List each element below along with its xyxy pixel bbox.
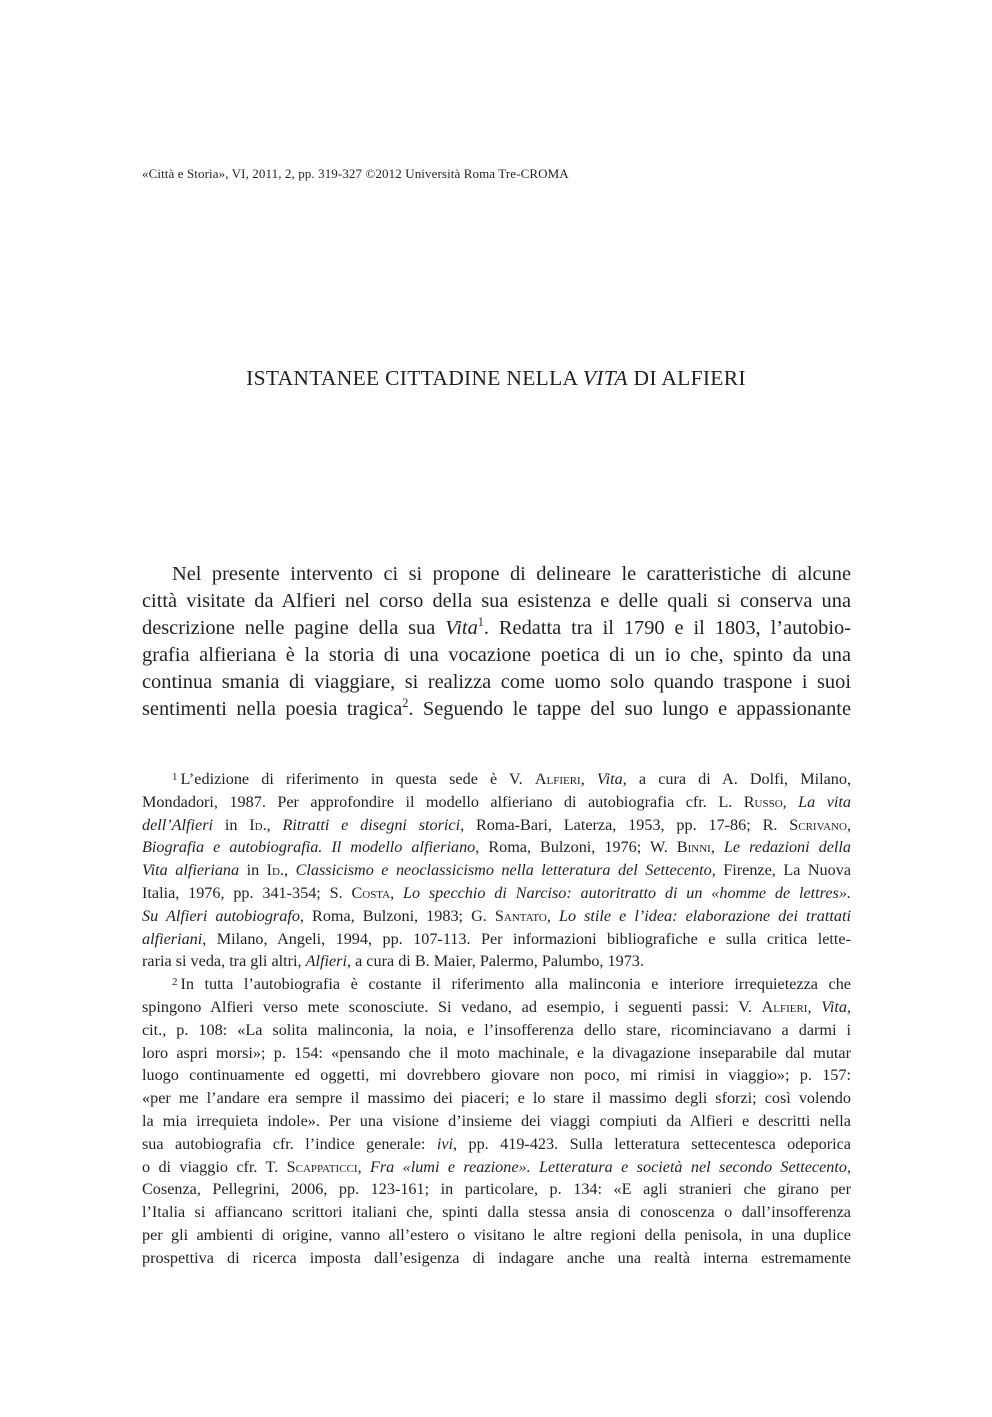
title-part-1: ISTANTANEE CITTADINE NELLA (246, 366, 583, 390)
footnotes (142, 768, 851, 1270)
note-text: in (239, 861, 267, 880)
footnote-2-line: «per me l’andare era sempre il massimo dei piaceri; e lo stare il massimo degli sforzi; così volendo (142, 1089, 851, 1108)
title-italic-vita: VITA (582, 366, 628, 390)
footnote-2-line (142, 1156, 851, 1179)
note-text: , (807, 997, 822, 1016)
note-author: Alfieri (534, 770, 581, 788)
note-italic: Alfieri (305, 952, 347, 971)
body-text: descrizione nelle pagine della sua (142, 617, 446, 639)
article-title (0, 366, 992, 391)
note-text: , a cura di A. Dolfi, Milano, (622, 770, 852, 788)
footnote-1-line (142, 905, 851, 928)
note-italic: dell’Alfieri (142, 815, 214, 834)
note-text: , (782, 792, 799, 811)
note-text: sua autobiografia cfr. l’indice generale: (142, 1134, 437, 1153)
note-text: , (710, 838, 724, 857)
note-text: , (580, 770, 597, 788)
note-italic: Lo specchio di Narciso: autoritratto di un «homme de lettres». (402, 883, 851, 902)
footnote-1-line (142, 836, 851, 859)
body-paragraph (142, 561, 851, 723)
note-italic: La vita (798, 792, 851, 811)
note-author: Alfieri (761, 997, 808, 1016)
note-text: ., (280, 861, 296, 880)
note-text: , (846, 997, 852, 1016)
footnote-1-line (142, 814, 851, 837)
footnote-2-line: cit., p. 108: «La solita malinconia, la noia, e l’insofferenza dello stare, ricominciavano a darmi i (142, 1020, 851, 1039)
footnote-2-line: Cosenza, Pellegrini, 2006, pp. 123-161; in particolare, p. 134: «E agli stranieri che girano per (142, 1180, 851, 1199)
note-author: Russo (743, 792, 783, 811)
note-text: L’edizione di riferimento in questa sede è V. (180, 770, 535, 788)
body-line: città visitate da Alfieri nel corso della sua esistenza e delle quali si conserva una (142, 590, 851, 612)
note-text: , (546, 906, 559, 925)
footnote-1-line (142, 928, 851, 951)
note-text: in (213, 815, 250, 834)
note-author: Id (266, 861, 280, 880)
note-author: Scappaticci (286, 1157, 358, 1176)
note-italic: Fra «lumi e reazione». Letteratura e società nel secondo Settecento (369, 1157, 847, 1176)
note-text: , Firenze, La Nuova (711, 861, 852, 880)
footnote-ref-2: 2 (402, 696, 409, 711)
body-line: Nel presente intervento ci si propone di delineare le caratteristiche di alcune (172, 563, 851, 585)
note-italic: Ritratti e disegni storici (282, 815, 461, 834)
note-text: In tutta l’autobiografia è costante il riferimento alla malinconia e interiore irrequietezza che (180, 975, 851, 994)
note-italic: Vita (821, 997, 847, 1016)
note-italic: Vita alfieriana (142, 861, 240, 880)
note-text: raria si veda, tra gli altri, (142, 952, 306, 971)
note-italic: Vita (596, 770, 623, 788)
note-text: , pp. 419-423. Sulla letteratura settecentesca odeporica (453, 1134, 851, 1153)
note-author: Id (249, 815, 263, 834)
note-text: , Roma, Bulzoni, 1983; G. (299, 906, 495, 925)
note-text: , Roma, Bulzoni, 1976; W. (475, 838, 677, 857)
body-line: continua smania di viaggiare, si realizza come uomo solo quando traspone i suoi (142, 671, 851, 693)
note-text: , a cura di B. Maier, Palermo, Palumbo, 1973. (346, 952, 644, 971)
note-text: , (390, 883, 403, 902)
body-italic: Vita (445, 617, 478, 639)
body-line: grafia alfieriana è la storia di una vocazione poetica di un io che, spinto da una (142, 644, 851, 666)
note-text: Mondadori, 1987. Per approfondire il modello alfieriano di autobiografia cfr. L. (142, 792, 744, 811)
note-author: Santato (494, 906, 547, 925)
note-text: , Roma-Bari, Laterza, 1953, pp. 17-86; R. (460, 815, 790, 834)
note-text: , (846, 1157, 851, 1176)
note-italic: Su Alfieri autobiografo (142, 906, 300, 925)
note-text: , (846, 815, 851, 834)
footnote-ref-1: 1 (477, 615, 484, 630)
note-text: , (357, 1157, 370, 1176)
footnote-2-line: prospettiva di ricerca imposta dall’esigenza di indagare anche una realtà interna estremamente (142, 1248, 851, 1267)
footnote-2-line (142, 996, 851, 1019)
body-text: . Redatta tra il 1790 e il 1803, l’autobio- (483, 617, 851, 639)
body-text: sentimenti nella poesia tragica (142, 698, 403, 720)
footnote-2-line (142, 1133, 851, 1156)
note-italic: Classicismo e neoclassicismo nella letteratura del Settecento (295, 861, 712, 880)
note-italic: ivi (436, 1134, 454, 1153)
title-part-2: DI ALFIERI (627, 366, 746, 390)
body-line (142, 696, 851, 723)
footnote-1-line (142, 768, 851, 791)
note-text: spingono Alfieri verso mete sconosciute. Si vedano, ad esempio, i seguenti passi: V. (142, 997, 762, 1016)
footnote-2-line: per gli ambienti di origine, vanno all’estero o visitano le altre regioni della penisola, in una duplice (142, 1225, 851, 1244)
note-text: ., (262, 815, 283, 834)
note-text: o di viaggio cfr. T. (142, 1157, 287, 1176)
note-author: Binni (676, 838, 711, 857)
footnote-2-line: loro aspri morsi»; p. 154: «pensando che il moto machinale, e la divagazione inseparabile dal mutar (142, 1043, 851, 1062)
note-author: Costa (351, 883, 391, 902)
body-text: . Seguendo le tappe del suo lungo e appassionante (408, 698, 851, 720)
footnote-1-line (142, 791, 851, 814)
note-text: Italia, 1976, pp. 341-354; S. (142, 883, 352, 902)
footnote-1-line (142, 882, 851, 905)
note-italic: Le redazioni della (723, 838, 852, 857)
footnote-2-line: luogo continuamente ed oggetti, mi dovrebbero giovare non poco, mi rimisi in viaggio»; p. 157: (142, 1066, 851, 1085)
footnote-2-mark: 2 (172, 976, 178, 989)
footnote-2-line (142, 973, 851, 996)
footnote-2-line: la mia irrequieta indole». Per una visione d’insieme dei viaggi compiuti da Alfieri e descritti nella (142, 1111, 851, 1130)
note-text: , Milano, Angeli, 1994, pp. 107-113. Per informazioni bibliografiche e sulla critica lette- (202, 929, 851, 948)
note-author: Scrivano (789, 815, 847, 834)
running-header: «Città e Storia», VI, 2011, 2, pp. 319-327 ©2012 Università Roma Tre-CROMA (142, 166, 569, 181)
note-italic: alfieriani (142, 929, 203, 948)
footnote-1-line (142, 950, 851, 973)
footnote-1-mark: 1 (172, 771, 178, 783)
body-line (142, 615, 851, 642)
note-italic: Biografia e autobiografia. Il modello alfieriano (142, 838, 476, 857)
footnote-1-line (142, 859, 851, 882)
note-italic: Lo stile e l’idea: elaborazione dei trattati (558, 906, 851, 925)
footnote-2-line: l’Italia si affiancano scrittori italiani che, spinti dalla stessa ansia di conoscenza o dall’insofferenza (142, 1203, 851, 1222)
